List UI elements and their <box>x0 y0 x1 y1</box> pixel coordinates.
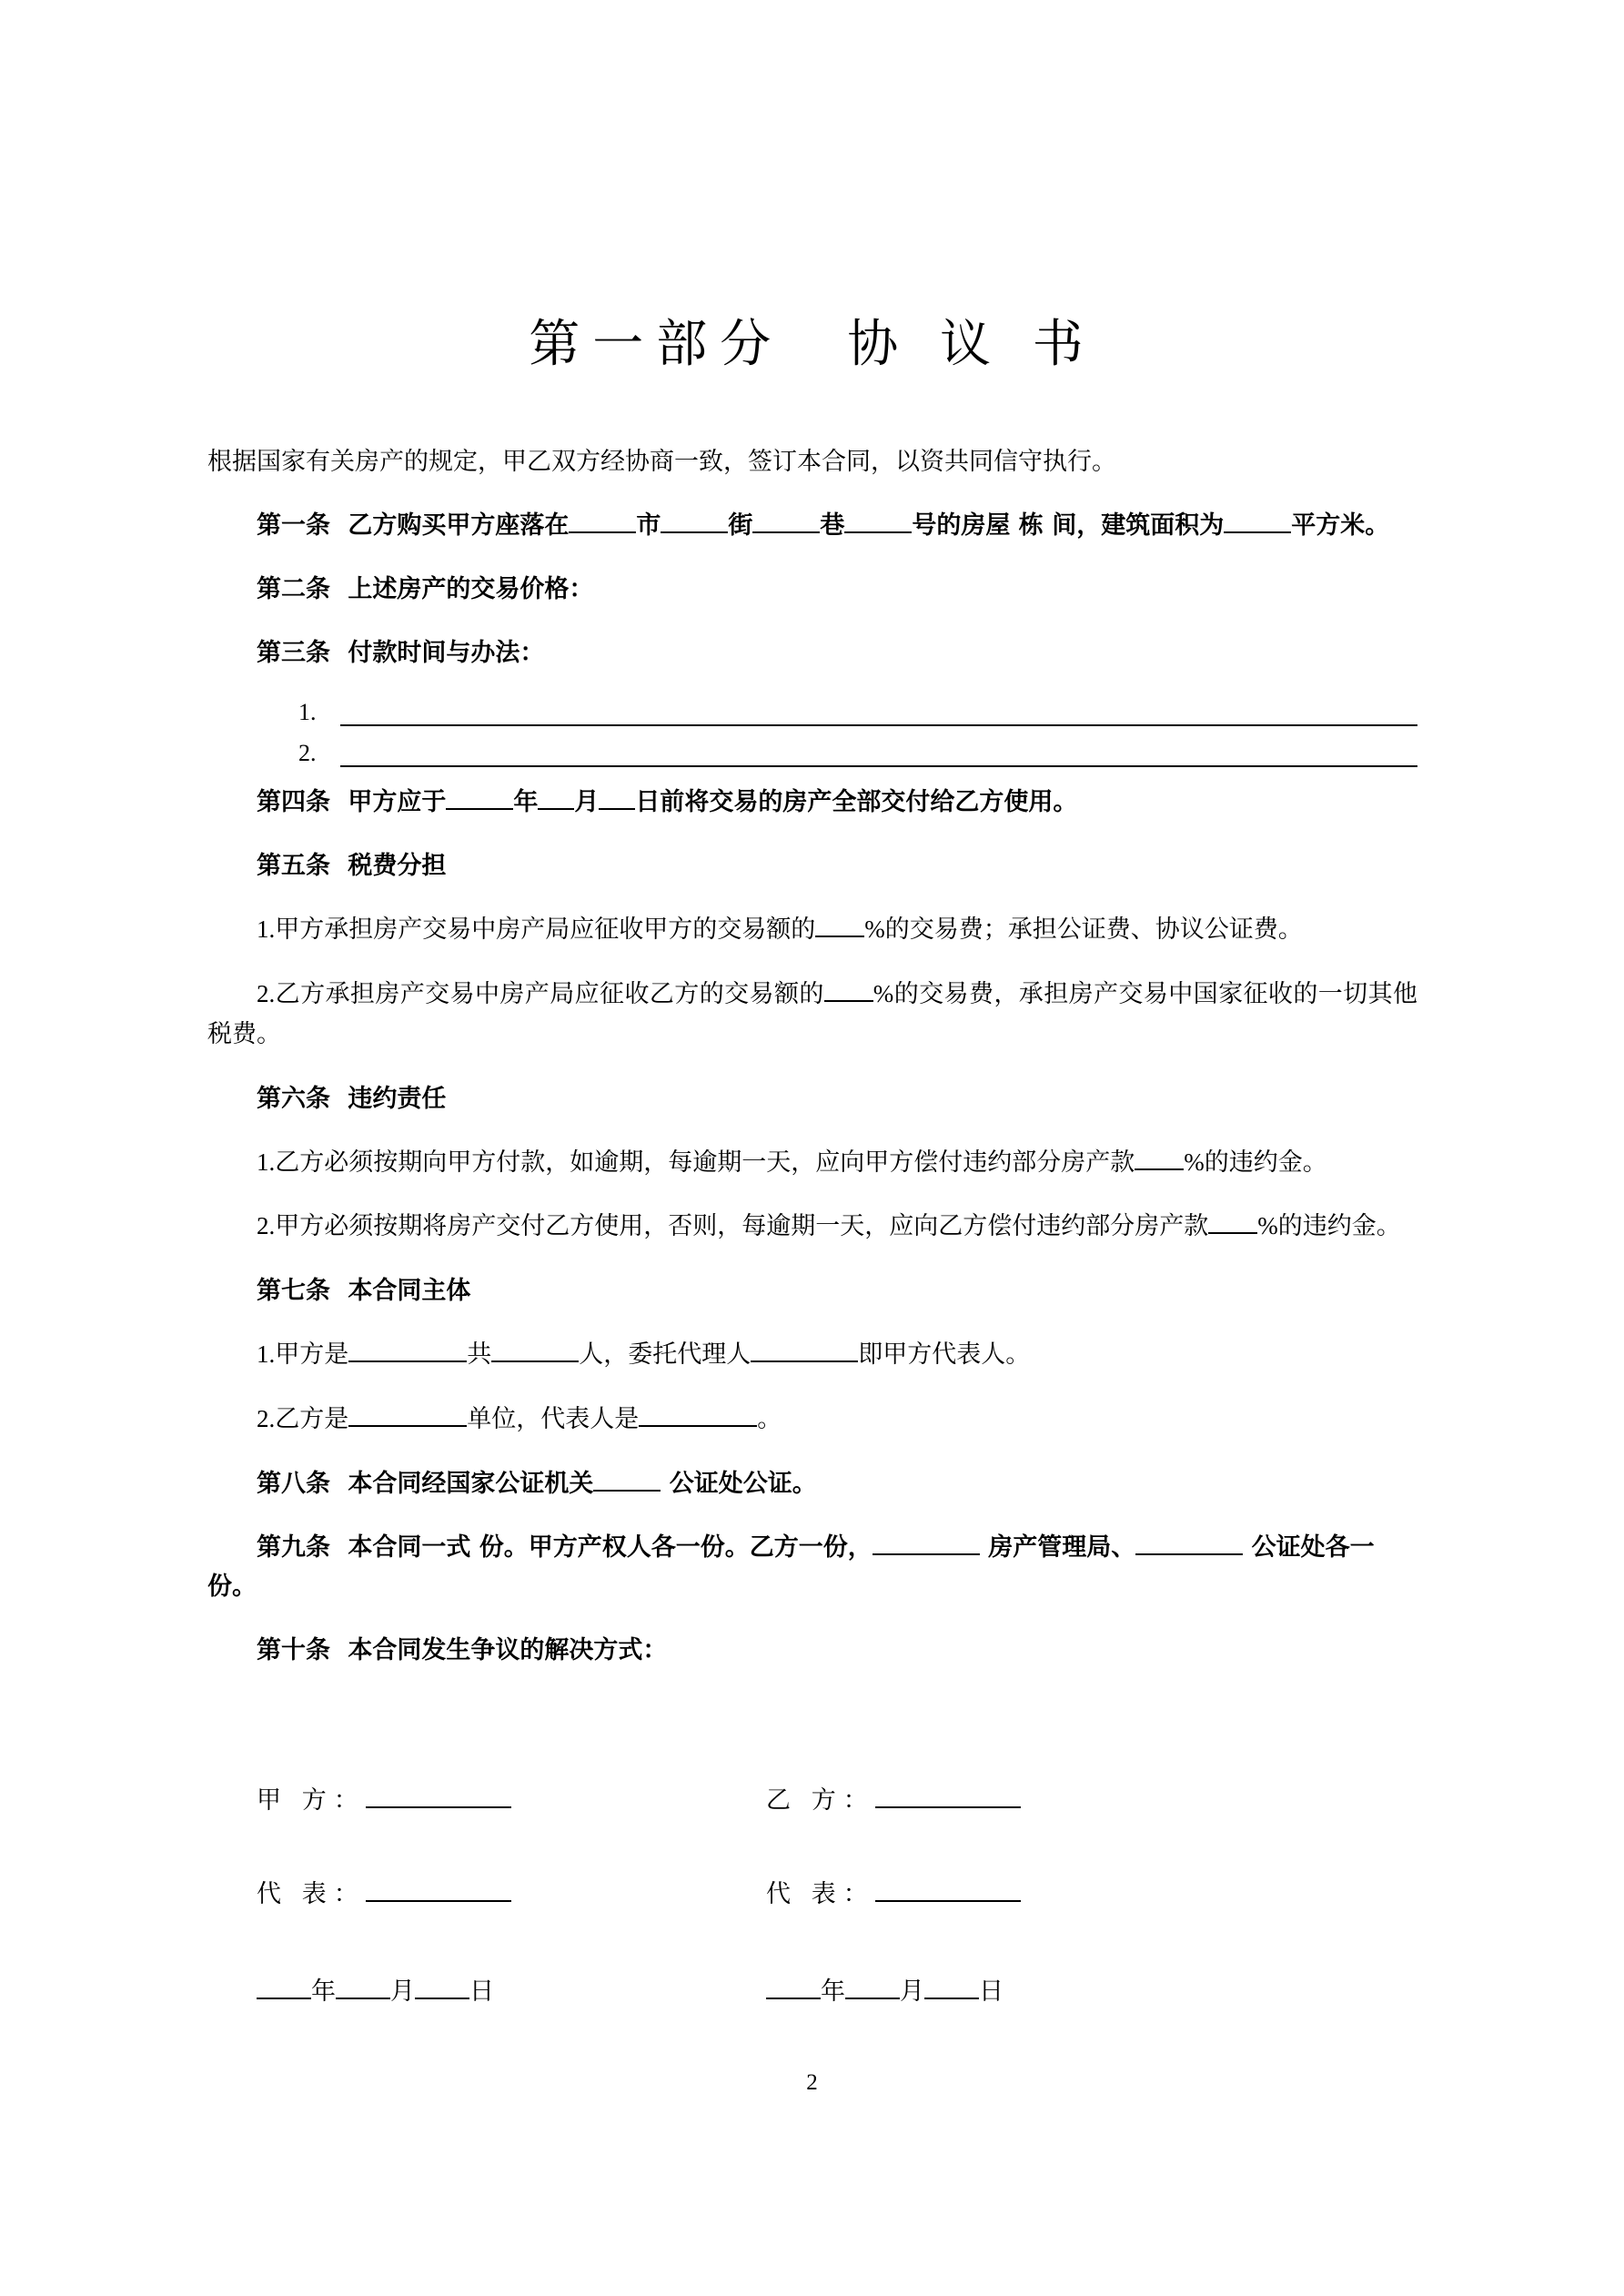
clause-2-label: 上述房产的交易价格： <box>348 575 594 604</box>
signature-block <box>207 1780 1417 2007</box>
party-a-signature <box>257 1780 766 1816</box>
clause-7-item-1-text-3: 人，委托代理人 <box>579 1340 751 1369</box>
rep-a-label: 代 表： <box>257 1879 366 1907</box>
clause-1 <box>207 506 1417 545</box>
blank-day <box>599 808 635 810</box>
clause-5-item-2-text-1: 2.乙方承担房产交易中房产局应征收乙方的交易额的 <box>257 980 824 1008</box>
clause-4 <box>207 783 1417 822</box>
clause-9-number: 第九条 <box>257 1533 330 1563</box>
clause-7-item-2-text-1: 2.乙方是 <box>257 1405 349 1433</box>
clause-7-number: 第七条 <box>257 1277 330 1306</box>
clause-8-text-2: 公证处公证。 <box>661 1469 817 1498</box>
clause-9-text-1: 本合同一式 份。甲方产权人各一份。乙方一份， <box>348 1533 873 1563</box>
clause-6-number: 第六条 <box>257 1084 330 1113</box>
rep-b-label: 代 表： <box>766 1879 875 1907</box>
blank-street <box>661 531 728 533</box>
blank-percent <box>824 1000 873 1002</box>
blank-city <box>569 531 636 533</box>
page-title: 第一部分 协 议 书 <box>529 315 1096 374</box>
clause-7-item-2-text-2: 单位，代表人是 <box>467 1405 640 1433</box>
blank-representative <box>639 1425 757 1427</box>
clause-6-label: 违约责任 <box>348 1084 447 1113</box>
clause-4-number: 第四条 <box>257 787 330 816</box>
clause-9-text-3: 公证处各一份。 <box>207 1533 1375 1602</box>
blank-number <box>844 531 912 533</box>
clause-7-item-1 <box>207 1335 1417 1375</box>
clause-7 <box>207 1271 1417 1310</box>
party-a-label: 甲 方： <box>257 1785 366 1814</box>
clause-6-item-1-text-1: 1.乙方必须按期向甲方付款，如逾期，每逾期一天，应向甲方偿付违约部分房产款 <box>257 1148 1135 1176</box>
blank-party-a <box>348 1360 467 1362</box>
clause-2-number: 第二条 <box>257 575 330 604</box>
clause-1-text-2: 市 <box>636 511 661 541</box>
clause-5-item-1-text-2: %的交易费；承担公证费、协议公证费。 <box>864 915 1303 944</box>
signature-row-dates <box>257 1971 1417 2007</box>
date-b-month-blank <box>845 1998 900 1999</box>
date-a-month-label: 月 <box>390 1977 415 2005</box>
date-a-day-label: 日 <box>469 1977 494 2005</box>
blank-rule <box>340 742 1417 767</box>
clause-6 <box>207 1079 1417 1118</box>
date-a-year-blank <box>257 1998 311 1999</box>
document-body <box>207 0 1417 2007</box>
party-b-blank <box>875 1806 1021 1808</box>
clause-1-text-4: 巷 <box>820 511 845 541</box>
clause-6-item-1 <box>207 1143 1417 1183</box>
clause-3-number: 第三条 <box>257 639 330 668</box>
clause-1-text-1: 乙方购买甲方座落在 <box>348 511 570 541</box>
clause-1-number: 第一条 <box>257 511 330 541</box>
date-b-year-blank <box>766 1998 821 1999</box>
clause-9-text-2: 房产管理局、 <box>979 1533 1136 1563</box>
clause-10-label: 本合同发生争议的解决方式： <box>348 1636 668 1665</box>
clause-1-text-6: 平方米。 <box>1291 511 1390 541</box>
clause-7-item-2 <box>207 1400 1417 1440</box>
blank-rule <box>340 701 1417 726</box>
clause-7-item-1-text-1: 1.甲方是 <box>257 1340 349 1369</box>
clause-5-item-2-text-2: %的交易费，承担房产交易中国家征收的一切其他税费。 <box>207 980 1417 1047</box>
date-b-day-blank <box>924 1998 979 1999</box>
payment-blank-list <box>207 698 1417 767</box>
date-a-year-label: 年 <box>311 1977 336 2005</box>
clause-1-text-5: 号的房屋 栋 间，建筑面积为 <box>912 511 1225 541</box>
clause-4-text-3: 月 <box>574 787 600 816</box>
blank-lane <box>752 531 820 533</box>
date-a <box>257 1971 766 2007</box>
date-b-year-label: 年 <box>821 1977 845 2005</box>
list-item <box>207 698 1417 726</box>
clause-5-item-1-text-1: 1.甲方承担房产交易中房产局应征收甲方的交易额的 <box>257 915 816 944</box>
clause-5-item-1 <box>207 910 1417 950</box>
clause-3 <box>207 633 1417 673</box>
clause-7-item-1-text-2: 共 <box>467 1340 492 1369</box>
clause-6-item-2-text-2: %的违约金。 <box>1257 1212 1401 1240</box>
clause-2 <box>207 570 1417 609</box>
signature-row-representatives <box>257 1874 1417 1909</box>
clause-7-item-1-text-4: 即甲方代表人。 <box>858 1340 1031 1369</box>
clause-7-item-2-text-3: 。 <box>757 1405 782 1433</box>
clause-9 <box>207 1528 1417 1606</box>
blank-notary-copies <box>1135 1553 1243 1555</box>
list-item <box>207 739 1417 767</box>
rep-b-signature <box>766 1874 1276 1909</box>
party-b-label: 乙 方： <box>766 1785 875 1814</box>
clause-6-item-2 <box>207 1207 1417 1247</box>
clause-4-text-1: 甲方应于 <box>348 787 447 816</box>
clause-5 <box>207 846 1417 885</box>
blank-notary-office <box>593 1490 661 1492</box>
clause-5-number: 第五条 <box>257 852 330 881</box>
rep-a-signature <box>257 1874 766 1909</box>
clause-1-text-3: 街 <box>728 511 753 541</box>
clause-5-label: 税费分担 <box>348 852 447 881</box>
clause-10-number: 第十条 <box>257 1636 330 1665</box>
date-b-day-label: 日 <box>979 1977 1004 2005</box>
intro-paragraph: 根据国家有关房产的规定，甲乙双方经协商一致，签订本合同，以资共同信守执行。 <box>207 448 1116 476</box>
blank-month <box>538 808 574 810</box>
date-a-month-blank <box>336 1998 390 1999</box>
clause-4-text-4: 日前将交易的房产全部交付给乙方使用。 <box>635 787 1078 816</box>
clause-4-text-2: 年 <box>513 787 539 816</box>
party-b-signature <box>766 1780 1276 1816</box>
list-item-marker: 1. <box>298 698 317 725</box>
rep-b-blank <box>875 1900 1021 1902</box>
date-b-month-label: 月 <box>900 1977 924 2005</box>
blank-area <box>1224 531 1291 533</box>
blank-percent <box>815 936 864 937</box>
clause-6-item-2-text-1: 2.甲方必须按期将房产交付乙方使用，否则，每逾期一天，应向乙方偿付违约部分房产款 <box>257 1212 1209 1240</box>
blank-percent <box>1135 1168 1184 1170</box>
clause-5-item-2 <box>207 975 1417 1054</box>
blank-person-count <box>491 1360 579 1362</box>
blank-percent <box>1208 1232 1257 1234</box>
date-a-day-blank <box>415 1998 469 1999</box>
party-a-blank <box>366 1806 511 1808</box>
signature-row-parties <box>257 1780 1417 1816</box>
blank-agent <box>751 1360 858 1362</box>
page-number: 2 <box>806 2070 818 2095</box>
clause-10 <box>207 1631 1417 1670</box>
clause-8-text-1: 本合同经国家公证机关 <box>348 1469 594 1498</box>
clause-3-label: 付款时间与办法： <box>348 639 545 668</box>
date-b <box>766 1971 1276 2007</box>
clause-6-item-1-text-2: %的违约金。 <box>1184 1148 1327 1176</box>
rep-a-blank <box>366 1900 511 1902</box>
clause-8 <box>207 1464 1417 1503</box>
blank-year <box>446 808 513 810</box>
blank-party-b <box>348 1425 467 1427</box>
clause-8-number: 第八条 <box>257 1469 330 1498</box>
blank-housing-bureau <box>873 1553 980 1555</box>
clause-7-label: 本合同主体 <box>348 1277 471 1306</box>
list-item-marker: 2. <box>298 739 317 766</box>
